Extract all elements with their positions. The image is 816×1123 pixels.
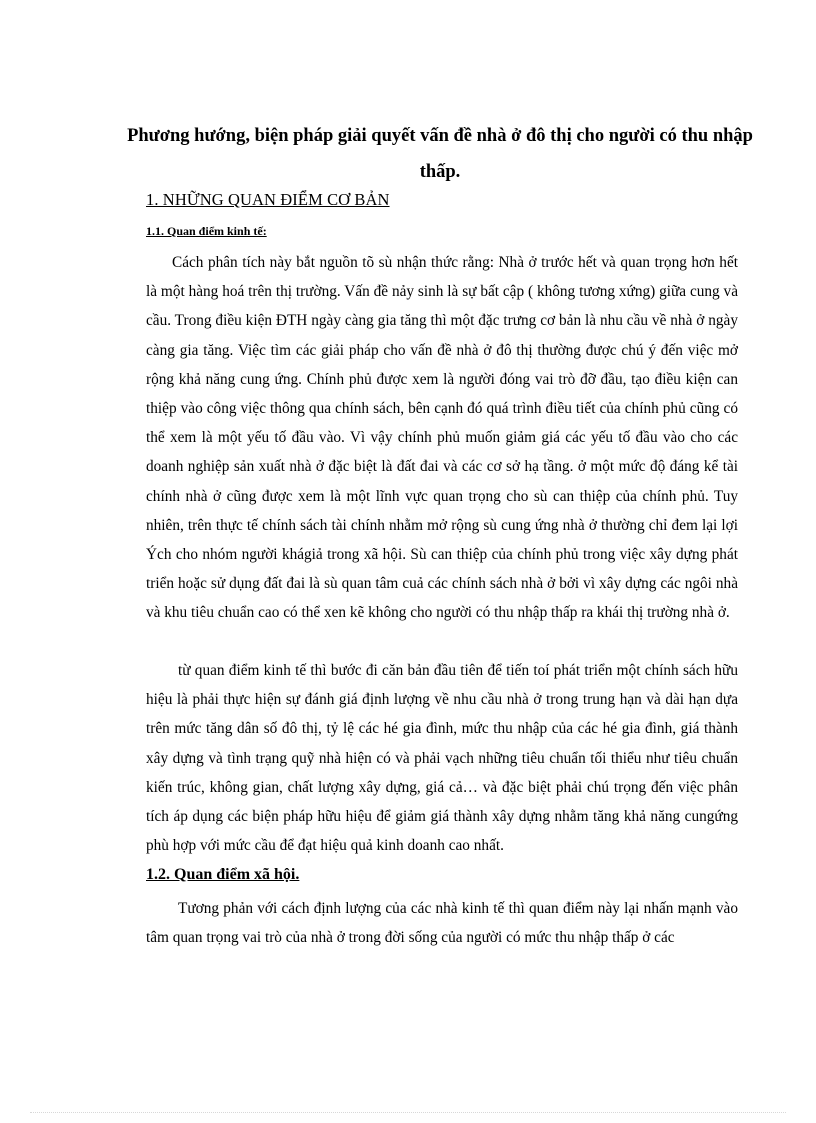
document-title: Phương hướng, biện pháp giải quyết vấn đề nhà ở đô thị cho người có thu nhập thấp. — [127, 126, 753, 182]
paragraph-quantitative-assessment: từ quan điểm kinh tế thì bước đi căn bản đầu tiên để tiến toí phát triển một chính sách hữu hiệu là phải thực hiện sự đánh giá định lượng về nhu cầu nhà ở trong trung hạn và dài hạn dựa trên mức tăng dân số đô thị, tỷ lệ các hé gia đình, mức thu nhập của các hé gia đình, giá thành xây dựng và tình trạng quỹ nhà hiện có và phải vạch những tiêu chuẩn tối thiểu như tiêu chuẩn kiến trúc, không gian, chất lượng xây dựng, giá cả… và đặc biệt phải chú trọng đến việc phân tích áp dụng các biện pháp hữu hiệu để giảm giá thành xây dựng nhằm tăng khả năng cungứng phù hợp với mức cầu để đạt hiệu quả kinh doanh cao nhất. — [146, 662, 738, 855]
paragraph-social-view: Tương phản với cách định lượng của các nhà kinh tế thì quan điểm này lại nhấn mạnh vào tâm quan trọng vai trò của nhà ở trong đời sống của người có mức thu nhập thấp ở các — [146, 900, 738, 947]
subsection-heading-economic: 1.1. Quan điểm kinh tế: — [146, 224, 267, 238]
paragraph-economic-view: Cách phân tích này bắt nguồn tõ sù nhận thức rằng: Nhà ở trước hết và quan trọng hơn hết là một hàng hoá trên thị trường. Vấn đề nảy sinh là sự bất cập ( không tương xứng) giữa cung và cầu. Trong điều kiện ĐTH ngày càng gia tăng thì một đặc trưng cơ bản là nhu cầu về nhà ở ngày càng gia tăng. Việc tìm các giải pháp cho vấn đề nhà ở đô thị thường được chú ý đến việc mở rộng khả năng cung ứng. Chính phủ được xem là người đóng vai trò đỡ đầu, tạo điều kiện can thiệp vào công việc thông qua chính sách, bên cạnh đó quá trình điều tiết của chính phủ cũng có thể xem là một yếu tố đầu vào. Vì vậy chính phủ muốn giảm giá các yếu tố đầu vào cho các doanh nghiệp sản xuất nhà ở đặc biệt là đất đai và các cơ sở hạ tầng. ở một mức độ đáng kể tài chính nhà ở cũng được xem là một lĩnh vực quan trọng cho sù can thiệp của chính phủ. Tuy nhiên, trên thực tế chính sách tài chính nhằm mở rộng sù cung ứng nhà ở thường chỉ đem lại lợi Ých cho nhóm người khágiả trong xã hội. Sù can thiệp của chính phủ trong việc xây dựng phát triển hoặc sử dụng đất đai là sù quan tâm cuả các chính sách nhà ở bởi vì xây dựng các ngôi nhà và khu tiêu chuẩn cao có thể xen kẽ không cho người có thu nhập thấp ra khái thị trường nhà ở. — [146, 254, 738, 622]
section-heading: 1. NHỮNG QUAN ĐIỂM CƠ BẢN — [146, 190, 390, 209]
subsection-heading-social: 1.2. Quan điểm xã hội. — [146, 866, 300, 883]
page-bottom-divider — [30, 1112, 786, 1113]
